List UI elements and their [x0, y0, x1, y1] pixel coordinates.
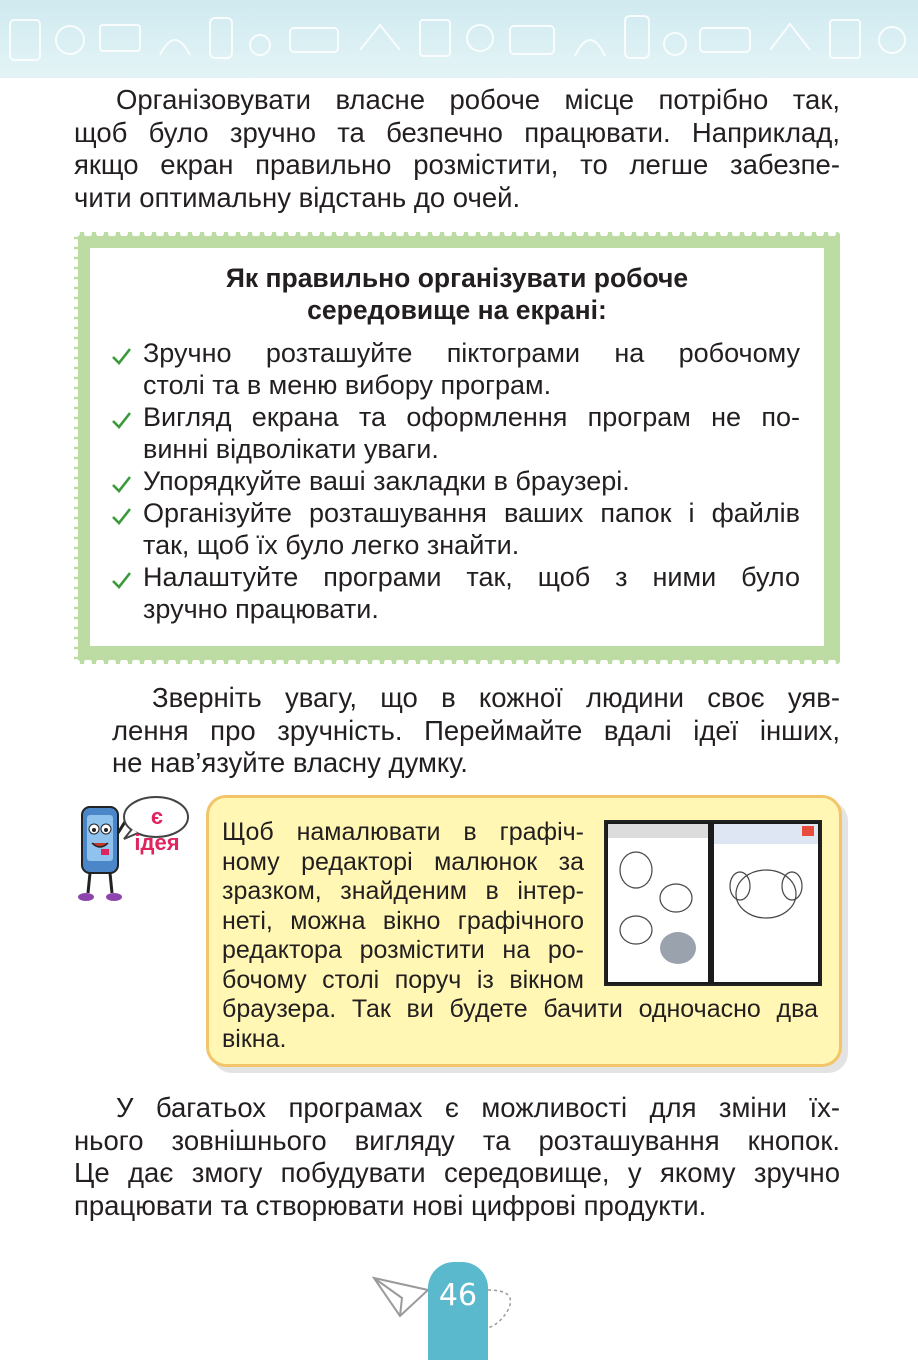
attention-paragraph [112, 682, 840, 780]
text-line: Зверніть увагу, що в кожної людини своє уяв- [152, 682, 840, 713]
list-item-text: Налаштуйте програми так, щоб з ними було [143, 562, 800, 592]
list-item-text: винні відволікати уваги. [143, 434, 439, 464]
text-line: лення про зручність. Переймайте вдалі ідеї інших, [112, 714, 840, 746]
tips-list [110, 337, 800, 625]
list-item-text: столі та в меню вибору програм. [143, 370, 552, 400]
list-item [110, 401, 800, 465]
text-line: неті, можна вікно графічного [222, 906, 584, 935]
text-line: Це дає змогу побудувати середовище, у якому зручно [74, 1157, 840, 1188]
list-item-text: так, щоб їх було легко знайти. [143, 530, 520, 560]
text-line: зразком, знайденим в інтер- [222, 877, 584, 905]
flight-trail-icon [486, 1280, 526, 1330]
gadget-doodles-icon [0, 0, 918, 78]
tips-title-line: Як правильно організувати робоче [225, 263, 689, 293]
checkmark-icon [110, 569, 132, 591]
checkmark-icon [110, 473, 132, 495]
text-line: чити оптимальну відстань до очей. [74, 181, 521, 213]
list-item-text: Упорядкуйте ваші закладки в браузері. [143, 466, 630, 496]
programs-paragraph [74, 1092, 840, 1222]
list-item-text: Зручно розташуйте піктограми на робочому [143, 338, 800, 368]
text-line: У багатьох програмах є можливості для зміни їх- [116, 1092, 840, 1123]
text-line: бочому столі поруч із вікном [222, 965, 584, 994]
paper-plane-icon [372, 1270, 432, 1320]
list-item [110, 465, 800, 497]
list-item [110, 497, 800, 561]
list-item [110, 337, 800, 401]
text-line: ному редакторі малюнок за [222, 847, 584, 876]
page-number: 46 [438, 1278, 478, 1313]
checkmark-icon [110, 345, 132, 367]
tips-title [90, 262, 824, 326]
text-line: нього зовнішнього вигляду та розташування кнопок. [74, 1124, 840, 1156]
list-item-text: зручно працювати. [143, 594, 379, 624]
text-line: щоб було зручно та безпечно працювати. Наприклад, [74, 116, 840, 148]
text-line: браузера. Так ви будете бачити одночасно два [222, 995, 818, 1023]
text-line: працювати та створювати нові цифрові продукти. [74, 1189, 707, 1221]
intro-paragraph [74, 84, 840, 214]
text-line: Організовувати власне робоче місце потрібно так, [116, 84, 840, 115]
text-line: редактора розмістити на ро- [222, 936, 584, 964]
list-item-text: Вигляд екрана та оформлення програм не по- [143, 402, 800, 432]
text-line: вікна. [222, 1024, 287, 1053]
header-decoration [0, 0, 918, 78]
checkmark-icon [110, 505, 132, 527]
text-line: не нав’язуйте власну думку. [112, 747, 468, 778]
checkmark-icon [110, 409, 132, 431]
idea-text [222, 818, 818, 1054]
idea-badge: є ідея [134, 804, 180, 855]
text-line: якщо екран правильно розмістити, то легше забезпе- [74, 149, 840, 180]
text-line: Щоб намалювати в графіч- [222, 818, 584, 846]
list-item-text: Організуйте розташування ваших папок і файлів [143, 498, 800, 528]
list-item [110, 561, 800, 625]
tips-title-line: середовище на екрані: [307, 295, 607, 325]
